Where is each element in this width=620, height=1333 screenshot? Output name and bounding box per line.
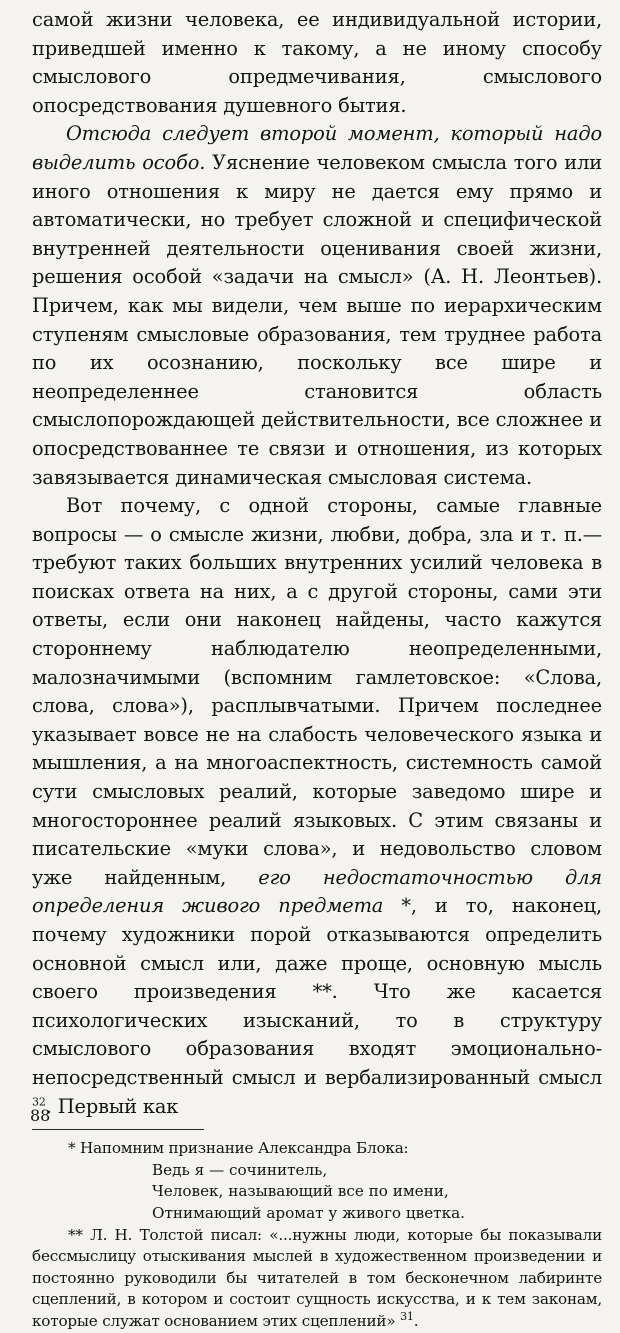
footnote-1-intro: * Напомним признание Александра Блока:: [68, 1139, 409, 1158]
paragraph-3: [32, 492, 602, 1121]
footnote-1-poem-line-2: Человек, называющий все по имени,: [152, 1182, 449, 1201]
emphasized-text: Отсюда следует второй момент, который надо выделить особо.: [32, 122, 602, 174]
citation-ref: 32: [32, 1095, 46, 1109]
paragraph-text: Уяснение человеком смысла того или иного отношения к миру не дается ему прямо и автоматически, но требует сложной и специфической внутренней деятельности оценивания своей жизни, решения особой «задачи на смысл» (А. Н. Леонтьев). Причем, как мы видели, чем выше по иерархическим ступеням смысловые образования, тем труднее работа по их осознанию, поскольку все шире и неопределеннее становится область смыслопорождающей действительности, все сложнее и опосредствованнее те связи и отношения, из которых завязывается динамическая смысловая система.: [32, 150, 603, 489]
paragraph-text: . Первый как: [45, 1094, 179, 1118]
footnote-2-text: ** Л. Н. Толстой писал: «...нужны люди, которые бы показывали бессмыслицу отыскивания мыслей в художественном произведении и постоянно руководили бы читателей в том бесконечном лабиринте сцеплений, в котором и состоит сущность искусства, и к тем законам, которые служат основанием этих сцеплений»: [32, 1225, 602, 1330]
footnotes: [32, 1138, 602, 1332]
paragraph-2: [32, 120, 602, 492]
footnote-separator: [32, 1129, 204, 1130]
paragraph-1: [32, 6, 602, 120]
paragraph-text: *, и то, наконец, почему художники порой отказываются определить основной смысл или, даже проще, основную мысль своего произведения **. Что же касается психологических изысканий, то в структуру смыслового образования входят эмоционально-непосредственный смысл и вербализированный смысл: [32, 894, 602, 1089]
emphasized-text: его недостаточностью для определения живого предмета: [32, 865, 602, 918]
page-number: 88: [30, 1106, 51, 1125]
footnote-2: [32, 1225, 602, 1333]
paragraph-text: Вот почему, с одной стороны, самые главные вопросы — о смысле жизни, любви, добра, зла и т. п.— требуют таких больших внутренних усилий человека в поисках ответа на них, а с другой стороны, сами эти ответы, если они наконец найдены, часто кажутся стороннему наблюдателю неопределенными, малозначимыми (вспомним гамлетовское: «Слова, слова, слова»), расплывчатыми. Причем последнее указывает вовсе не на слабость человеческого языка и мышления, а на многоаспектность, системность самой сути смысловых реалий, которые заведомо шире и многостороннее реалий языковых. С этим связаны и писательские «муки слова», и недовольство словом уже найденным,: [32, 494, 602, 889]
footnote-1-poem-line-3: Отнимающий аромат у живого цветка.: [152, 1203, 465, 1222]
footnote-2-ref: 31: [400, 1309, 414, 1323]
paragraph-text: самой жизни человека, ее индивидуальной истории, приведшей именно к такому, а не иному способу смыслового опредмечивания, смыслового опосредствования душевного бытия.: [32, 8, 602, 117]
body-text: [32, 6, 602, 1121]
footnote-2-end: .: [413, 1311, 419, 1330]
footnote-1-poem-line-1: Ведь я — сочинитель,: [152, 1160, 328, 1179]
